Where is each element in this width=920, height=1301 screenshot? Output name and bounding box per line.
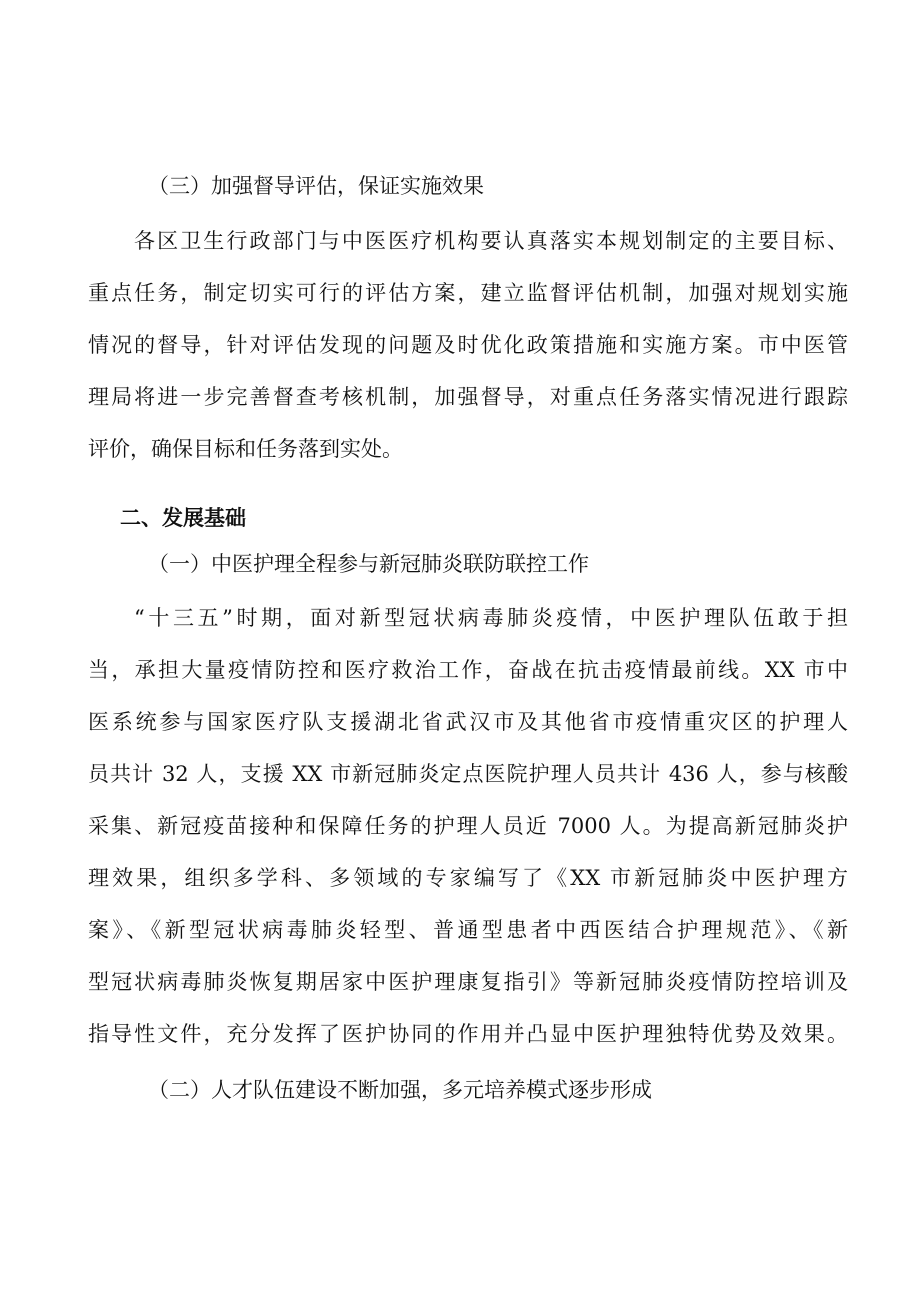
paragraph-line: 各区卫生行政部门与中医医疗机构要认真落实本规划制定的主要目标、 [134, 229, 848, 253]
subsection-heading-2: （二）人才队伍建设不断加强，多元培养模式逐步形成 [148, 1078, 652, 1102]
paragraph-line: 理局将进一步完善督查考核机制，加强督导，对重点任务落实情况进行跟踪 [88, 385, 848, 409]
paragraph-line: 型冠状病毒肺炎恢复期居家中医护理康复指引》等新冠肺炎疫情防控培训及 [88, 970, 848, 994]
paragraph-line: “十三五”时期，面对新型冠状病毒肺炎疫情，中医护理队伍敢于担 [134, 606, 848, 630]
section-title: 二、发展基础 [120, 505, 246, 530]
paragraph-line: 指导性文件，充分发挥了医护协同的作用并凸显中医护理独特优势及效果。 [88, 1022, 848, 1046]
paragraph-line: 案》、《新型冠状病毒肺炎轻型、普通型患者中西医结合护理规范》、《新 [88, 918, 848, 942]
subsection-heading-3: （三）加强督导评估，保证实施效果 [148, 174, 484, 198]
paragraph-line: 情况的督导，针对评估发现的问题及时优化政策措施和实施方案。市中医管 [88, 333, 848, 357]
paragraph-line: 医系统参与国家医疗队支援湖北省武汉市及其他省市疫情重灾区的护理人 [88, 710, 848, 734]
paragraph-line: 理效果，组织多学科、多领域的专家编写了《XX 市新冠肺炎中医护理方 [88, 866, 848, 890]
paragraph-line: 重点任务，制定切实可行的评估方案，建立监督评估机制，加强对规划实施 [88, 281, 848, 305]
paragraph-line: 当，承担大量疫情防控和医疗救治工作，奋战在抗击疫情最前线。XX 市中 [88, 658, 848, 682]
subsection-heading-1: （一）中医护理全程参与新冠肺炎联防联控工作 [148, 552, 589, 576]
paragraph-line: 员共计 32 人，支援 XX 市新冠肺炎定点医院护理人员共计 436 人，参与核酸 [88, 762, 848, 786]
paragraph-line: 采集、新冠疫苗接种和保障任务的护理人员近 7000 人。为提高新冠肺炎护 [88, 814, 848, 838]
paragraph-line: 评价，确保目标和任务落到实处。 [88, 437, 403, 461]
